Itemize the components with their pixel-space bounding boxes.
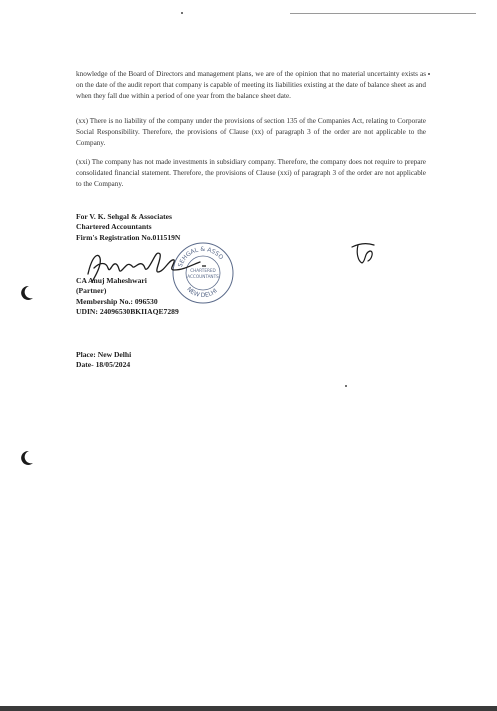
- punch-hole-icon: [20, 450, 34, 466]
- place: Place: New Delhi: [76, 350, 132, 359]
- firm-block: [76, 212, 180, 243]
- firm-type: Chartered Accountants: [76, 222, 152, 232]
- stamp-top-text: SEHGAL & ASSO: [176, 245, 225, 269]
- punch-hole-icon: [20, 285, 34, 301]
- partner-role: (Partner): [76, 286, 107, 296]
- firm-registration: Firm's Registration No.011519N: [76, 232, 181, 242]
- scan-edge-line: [290, 13, 476, 14]
- svg-text:NEW DELHI: [185, 286, 219, 299]
- initials-mark: [350, 241, 378, 267]
- date: Date- 18/05/2024: [76, 360, 131, 370]
- stamp-center-line1: CHARTERED: [190, 268, 216, 273]
- scan-bottom-edge: [0, 706, 497, 711]
- paragraph-clause-xxi: (xxi) The company has not made investments in subsidiary company. Therefore, the company does not require to prepare consolidated financial statement. Therefore, the provisions of Clause (xxi) of paragraph 3 of the order are not applicable to the Company.: [76, 158, 426, 188]
- firm-name: For V. K. Sehgal & Associates: [76, 212, 172, 221]
- scan-speck: [181, 12, 183, 14]
- scan-speck: [345, 385, 347, 387]
- udin-number: UDIN: 24096530BKIIAQE7289: [76, 307, 179, 317]
- place-date-block: [76, 350, 131, 371]
- partner-block: [76, 276, 179, 318]
- paragraph-clause-xx: (xx) There is no liability of the company under the provisions of section 135 of the Companies Act, relating to Corporate Social Responsibility. Therefore, the provisions of Clause (xx) of paragraph 3 of the order are not applicable to the Company.: [76, 117, 426, 147]
- membership-number: Membership No.: 096530: [76, 296, 158, 306]
- scan-speck: [428, 73, 430, 75]
- paragraph-going-concern: knowledge of the Board of Directors and management plans, we are of the opinion that no material uncertainty exists as on the date of the audit report that company is capable of meeting its liabilities existing at the date of balance sheet as and when they fall due within a period of one year from the balance sheet date.: [76, 70, 426, 100]
- partner-name: CA Anuj Maheshwari: [76, 276, 147, 285]
- stamp-bottom-text: NEW DELHI: [185, 285, 219, 300]
- stamp-center-line2: ACCOUNTANTS: [187, 274, 219, 279]
